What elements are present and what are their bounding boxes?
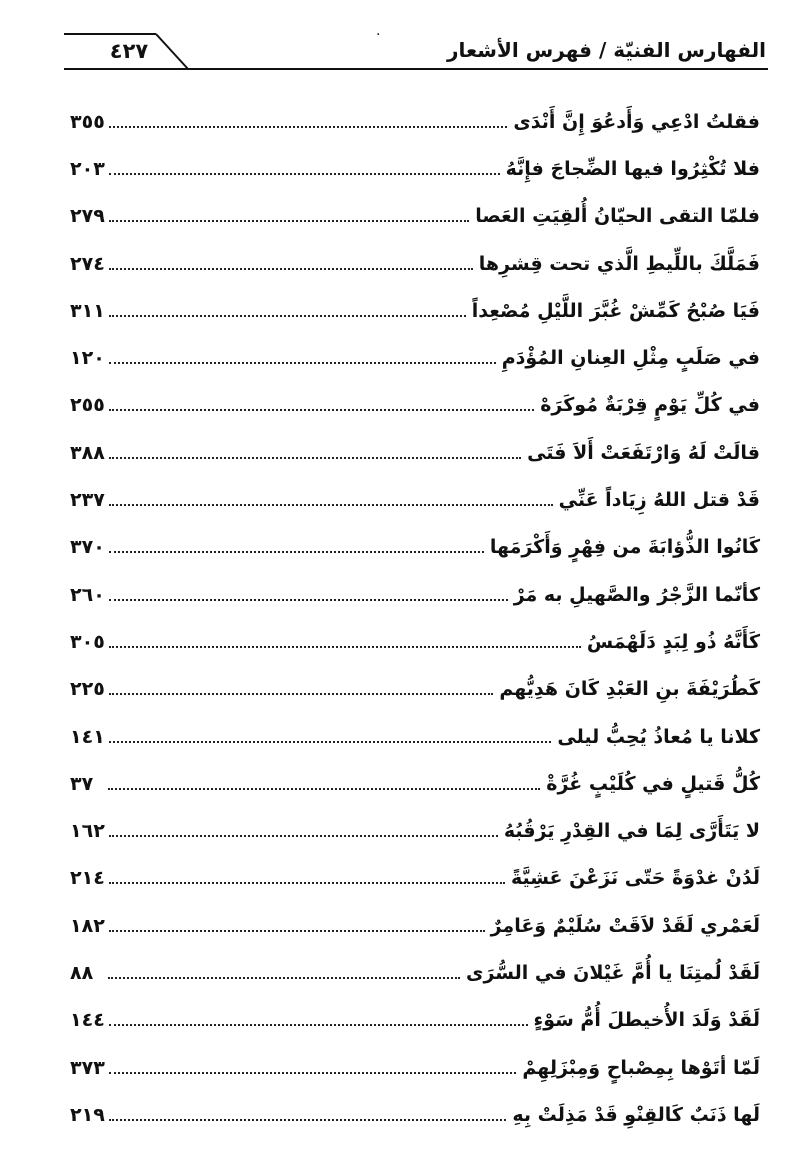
verse-text: لَها ذَنَبٌ كَالقِنْوِ قَدْ مَذِلَتْ بِهِ — [512, 1103, 760, 1126]
running-header — [60, 27, 770, 74]
index-entry — [70, 382, 760, 429]
index-entry — [70, 760, 760, 807]
page-reference: ٢٠٣ — [70, 157, 105, 180]
page-reference: ٣١١ — [70, 299, 105, 322]
index-entry — [70, 476, 760, 523]
ornament-dot: · — [376, 27, 381, 43]
page-reference: ٣٧٣ — [70, 1056, 105, 1079]
verse-text: كُلُّ قَتيلٍ في كُلَيْبٍ غُرَّةْ — [546, 772, 760, 795]
index-entry — [70, 193, 760, 240]
verse-text: كَطُرَيْفَةَ بنِ العَبْدِ كَانَ هَدِيُّهم — [499, 678, 760, 701]
page-reference: ٢١٤ — [70, 867, 105, 890]
dot-leader — [109, 1024, 528, 1026]
page-reference: ٢٣٧ — [70, 489, 105, 512]
verse-text: لَعَمْري لَقَدْ لاَقَتْ سُلَيْمٌ وَعَامِرٌ — [490, 914, 760, 937]
page-reference: ٣٥٥ — [70, 110, 105, 133]
verse-text: لَقَدْ وَلَدَ الأُخيطلَ أُمُّ سَوْءٍ — [533, 1009, 760, 1032]
verse-text: كَانُوا الذُّؤابَةَ من فِهْرٍ وَأَكْرَمَها — [489, 536, 760, 559]
dot-leader — [108, 977, 460, 979]
dot-leader — [109, 220, 470, 222]
dot-leader — [109, 551, 484, 553]
page-reference: ٨٨ — [70, 961, 94, 984]
verse-text: لَدُنْ غدْوَةً حَتّى نَزَعْنَ عَشِيَّةً — [510, 867, 760, 890]
dot-leader — [109, 1119, 507, 1121]
verse-text: في صَلَبٍ مِثْلِ العِنانِ المُؤْدَمِ — [501, 347, 760, 370]
dot-leader — [109, 362, 496, 364]
page-reference: ٢٥٥ — [70, 394, 105, 417]
dot-leader — [109, 693, 494, 695]
dot-leader — [109, 599, 508, 601]
dot-leader — [109, 646, 581, 648]
dot-leader — [109, 741, 552, 743]
dot-leader — [109, 835, 498, 837]
dot-leader — [109, 1072, 517, 1074]
index-entry — [70, 713, 760, 760]
index-entry — [70, 997, 760, 1044]
index-entry — [70, 855, 760, 902]
page-reference: ٢٢٥ — [70, 678, 105, 701]
index-entry — [70, 240, 760, 287]
page-reference: ٣٧٠ — [70, 536, 105, 559]
page-reference: ٣٠٥ — [70, 630, 105, 653]
verse-text: قَدْ قتل اللهُ زِيَاداً عَنِّي — [558, 489, 760, 512]
dot-leader — [109, 173, 500, 175]
index-entry — [70, 1044, 760, 1091]
page-reference: ٣٨٨ — [70, 441, 105, 464]
index-entry — [70, 1091, 760, 1138]
verse-text: فلا تُكْثِرُوا فيها الضِّجاجَ فإِنَّهُ — [505, 157, 760, 180]
index-entry — [70, 524, 760, 571]
index-entry — [70, 618, 760, 665]
page-reference: ١٤٤ — [70, 1009, 105, 1032]
dot-leader — [109, 930, 485, 932]
verse-text: كلانا يا مُعاذُ يُحِبُّ ليلى — [557, 725, 760, 748]
page-reference: ٢٧٤ — [70, 252, 105, 275]
verse-text: كأنّما الزَّجْرُ والصَّهيلِ به مَرْ — [513, 583, 760, 606]
verse-index-list — [70, 98, 760, 1139]
page-reference: ١٢٠ — [70, 347, 105, 370]
dot-leader — [108, 788, 540, 790]
verse-text: فقلتُ ادْعِي وَأَدعُوَ إِنَّ أَنْدَى — [513, 110, 760, 133]
dot-leader — [109, 882, 505, 884]
index-entry — [70, 902, 760, 949]
dot-leader — [109, 409, 534, 411]
index-entry — [70, 429, 760, 476]
page-reference: ٢٦٠ — [70, 583, 105, 606]
verse-text: فَيَا صُبْحُ كَمِّشْ غُبَّرَ اللَّيْلِ مُصْعِداً — [471, 299, 760, 322]
index-entry — [70, 571, 760, 618]
dot-leader — [109, 126, 508, 128]
page-reference: ١٦٢ — [70, 820, 105, 843]
verse-text: لَقَدْ لُمتِنَا يا أُمَّ غَيْلانَ في السُّرَى — [466, 961, 760, 984]
page-reference: ٢١٩ — [70, 1103, 105, 1126]
page-reference: ١٨٢ — [70, 914, 105, 937]
index-entry — [70, 666, 760, 713]
dot-leader — [109, 457, 521, 459]
verse-text: لَمّا أتَوْها بِمِصْباحٍ وَمِبْزَلِهِمْ — [522, 1056, 760, 1079]
index-entry — [70, 807, 760, 854]
dot-leader — [109, 504, 553, 506]
dot-leader — [109, 268, 473, 270]
page-number: ٤٢٧ — [109, 39, 149, 63]
verse-text: كَأَنَّهُ ذُو لِبَدٍ دَلَهْمَسُ — [586, 630, 760, 653]
verse-text: لا يَتَأَرَّى لِمَا في القِدْرِ يَرْقُبُهُ — [503, 820, 760, 843]
page-reference: ٣٧ — [70, 772, 94, 795]
verse-text: فلمّا التقى الحيّانُ أُلقِيَتِ العَصا — [475, 205, 760, 228]
index-entry — [70, 145, 760, 192]
index-entry — [70, 334, 760, 381]
index-entry — [70, 98, 760, 145]
header-title: الفهارس الفنيّة / فهرس الأشعار — [446, 38, 766, 62]
index-entry — [70, 287, 760, 334]
page-reference: ٢٧٩ — [70, 205, 105, 228]
verse-text: فَمَلَّكَ باللِّيطِ الَّذي تحت قِشرِها — [478, 252, 760, 275]
dot-leader — [109, 315, 466, 317]
index-entry — [70, 949, 760, 996]
verse-text: في كُلِّ يَوْمٍ قِرْبَةٌ مُوكَرَهْ — [540, 394, 760, 417]
page-reference: ١٤١ — [70, 725, 105, 748]
verse-text: قالَتْ لَهُ وَارْتَفَعَتْ أَلاَ فَتَى — [527, 441, 760, 464]
